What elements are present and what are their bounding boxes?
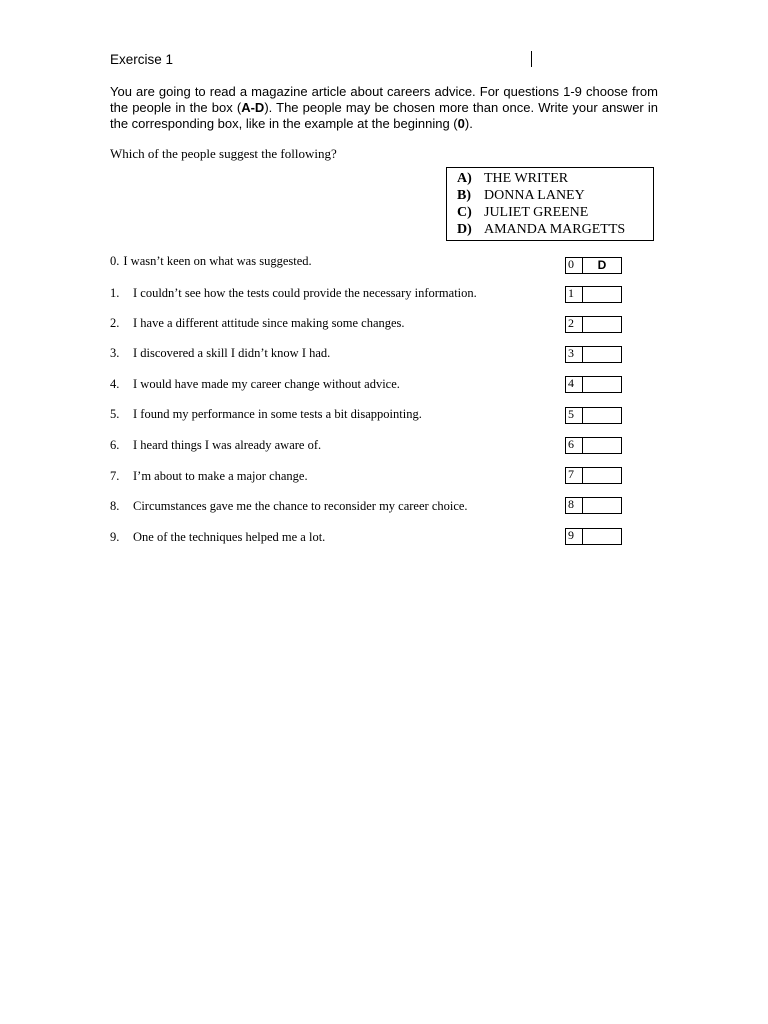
answer-input[interactable] xyxy=(583,287,621,302)
answer-box-number: 7 xyxy=(566,468,583,483)
exercise-title: Exercise 1 xyxy=(110,52,174,67)
item-text: I wasn’t keen on what was suggested. xyxy=(123,254,312,268)
answer-input[interactable] xyxy=(583,468,621,483)
answer-input[interactable] xyxy=(583,529,621,544)
person-letter: C) xyxy=(457,205,472,220)
item-number: 3. xyxy=(110,346,120,360)
person-name: THE WRITER xyxy=(484,171,569,186)
answer-box-7[interactable] xyxy=(565,467,622,484)
answer-box-number: 5 xyxy=(566,408,583,423)
question-item xyxy=(110,346,330,361)
person-option xyxy=(457,222,625,238)
person-name: DONNA LANEY xyxy=(484,188,585,203)
answer-box-number: 4 xyxy=(566,377,583,392)
question-prompt: Which of the people suggest the following? xyxy=(110,146,337,161)
answer-box-2[interactable] xyxy=(565,316,622,333)
person-option xyxy=(457,188,585,204)
question-item xyxy=(110,286,477,301)
answer-box-number: 6 xyxy=(566,438,583,453)
answer-box-9[interactable] xyxy=(565,528,622,545)
instructions-example-ref: 0 xyxy=(457,116,465,131)
answer-box-number: 9 xyxy=(566,529,583,544)
question-item xyxy=(110,530,325,545)
item-text: I discovered a skill I didn’t know I had. xyxy=(133,346,331,360)
instructions-range: A-D xyxy=(241,100,265,115)
instructions-text-3: ). xyxy=(464,116,473,131)
text-cursor xyxy=(531,51,532,67)
answer-value: D xyxy=(597,258,607,272)
question-item xyxy=(110,316,405,331)
answer-box-number: 0 xyxy=(566,258,583,273)
item-text: Circumstances gave me the chance to reconsider my career choice. xyxy=(133,499,468,513)
item-text: I found my performance in some tests a bit disappointing. xyxy=(133,407,422,421)
answer-box-number: 1 xyxy=(566,287,583,302)
person-option xyxy=(457,205,588,221)
item-text: I heard things I was already aware of. xyxy=(133,438,322,452)
answer-box-8[interactable] xyxy=(565,497,622,514)
item-text: I have a different attitude since making some changes. xyxy=(133,316,405,330)
question-item xyxy=(110,469,308,484)
person-letter: D) xyxy=(457,222,472,237)
item-number: 8. xyxy=(110,499,120,513)
item-number: 4. xyxy=(110,377,120,391)
answer-input[interactable] xyxy=(583,438,621,453)
answer-box-6[interactable] xyxy=(565,437,622,454)
answer-box-5[interactable] xyxy=(565,407,622,424)
answer-box-4[interactable] xyxy=(565,376,622,393)
person-name: JULIET GREENE xyxy=(484,205,589,220)
item-text: I couldn’t see how the tests could provide the necessary information. xyxy=(133,286,477,300)
instructions-text-2: ). The people may be chosen more than once. Write your answer in the corresponding box, like in the example at the beginning ( xyxy=(110,100,658,131)
item-text: I’m about to make a major change. xyxy=(133,469,308,483)
answer-box-number: 3 xyxy=(566,347,583,362)
answer-input[interactable] xyxy=(583,498,621,513)
instructions-text-1: You are going to read a magazine article about careers advice. For questions 1-9 choose from the people in the box ( xyxy=(110,84,658,115)
item-number: 0. xyxy=(110,254,120,268)
item-text: One of the techniques helped me a lot. xyxy=(133,530,326,544)
instructions-paragraph xyxy=(110,84,658,132)
person-letter: A) xyxy=(457,171,472,186)
question-item xyxy=(110,407,422,422)
person-letter: B) xyxy=(457,188,471,203)
item-number: 7. xyxy=(110,469,120,483)
answer-input[interactable] xyxy=(583,408,621,423)
question-item xyxy=(110,377,400,392)
people-box xyxy=(446,167,654,241)
item-text: I would have made my career change without advice. xyxy=(133,377,400,391)
answer-box-3[interactable] xyxy=(565,346,622,363)
item-number: 6. xyxy=(110,438,120,452)
answer-box-1[interactable] xyxy=(565,286,622,303)
item-number: 1. xyxy=(110,286,120,300)
example-item xyxy=(110,254,312,269)
item-number: 2. xyxy=(110,316,120,330)
question-item xyxy=(110,438,321,453)
answer-input[interactable] xyxy=(583,377,621,392)
answer-input[interactable] xyxy=(583,347,621,362)
answer-box-number: 2 xyxy=(566,317,583,332)
answer-input[interactable] xyxy=(583,317,621,332)
item-number: 5. xyxy=(110,407,120,421)
question-item xyxy=(110,499,468,514)
person-name: AMANDA MARGETTS xyxy=(484,222,626,237)
person-option xyxy=(457,171,568,187)
answer-box-0 xyxy=(565,257,622,274)
answer-box-number: 8 xyxy=(566,498,583,513)
item-number: 9. xyxy=(110,530,120,544)
